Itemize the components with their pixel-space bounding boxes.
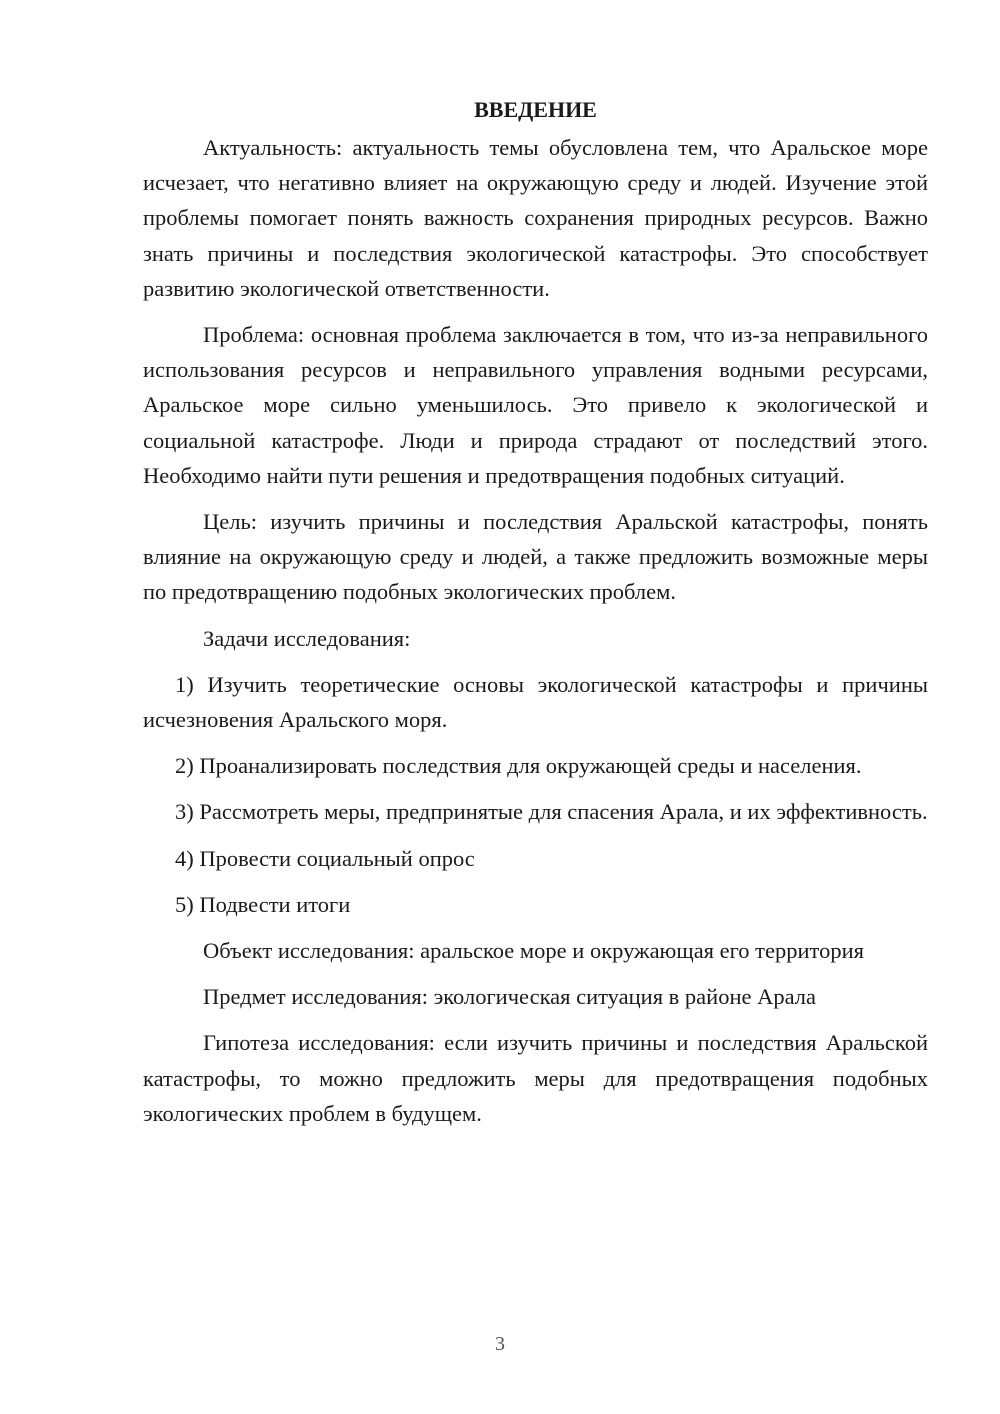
task-item: 4) Провести социальный опрос [175, 845, 475, 871]
page-title: ВВЕДЕНИЕ [474, 97, 597, 122]
paragraph-hypothesis: Гипотеза исследования: если изучить причины и последствия Аральской катастрофы, то можно предложить меры для предотвращения подобных экологических проблем в будущем. [143, 1030, 928, 1126]
paragraph-subject: Предмет исследования: экологическая ситуация в районе Арала [203, 984, 817, 1010]
paragraph-goal: Цель: изучить причины и последствия Аральской катастрофы, понять влияние на окружающую среду и людей, а также предложить возможные меры по предотвращению подобных экологических проблем. [143, 509, 928, 605]
task-item: 2) Проанализировать последствия для окружающей среды и населения. [175, 753, 862, 779]
paragraph-problem: Проблема: основная проблема заключается в том, что из-за неправильного использования ресурсов и неправильного управления водными ресурсами, Аральское море сильно уменьшилось. Это привело к экологической и социальной катастрофе. Люди и природа страдают от последствий этого. Необходимо найти пути решения и предотвращения подобных ситуаций. [143, 322, 928, 488]
paragraph-relevance: Актуальность: актуальность темы обусловлена тем, что Аральское море исчезает, что негативно влияет на окружающую среду и людей. Изучение этой проблемы помогает понять важность сохранения природных ресурсов. Важно знать причины и последствия экологической катастрофы. Это способствует развитию экологической ответственности. [143, 135, 928, 301]
task-item: 1) Изучить теоретические основы экологической катастрофы и причины исчезновения Аральского моря. [143, 671, 928, 733]
task-item: 3) Рассмотреть меры, предпринятые для спасения Арала, и их эффективность. [175, 799, 928, 825]
task-item: 5) Подвести итоги [175, 891, 351, 917]
tasks-title: Задачи исследования: [203, 625, 411, 651]
document-page [143, 92, 928, 1131]
paragraph-object: Объект исследования: аральское море и окружающая его территория [203, 938, 864, 964]
page-number: 3 [495, 1333, 505, 1355]
